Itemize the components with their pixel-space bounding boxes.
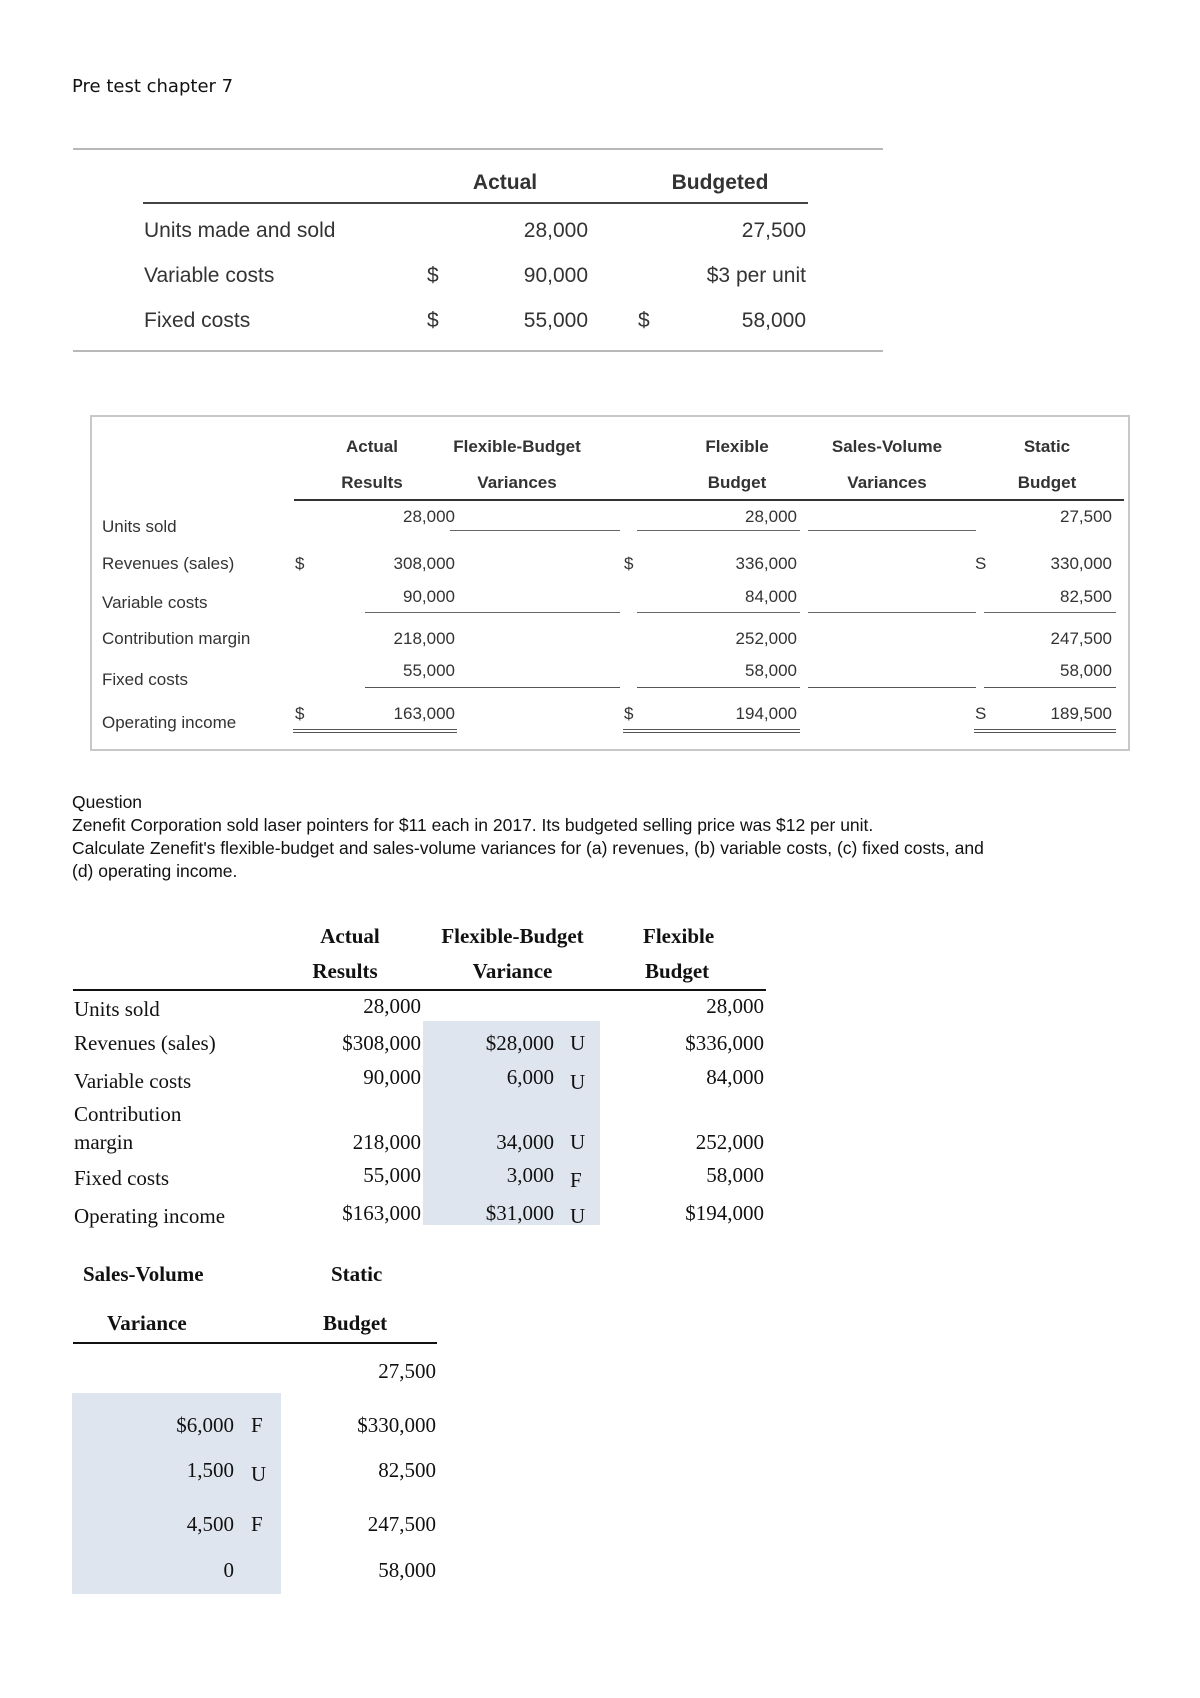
t2-currency-symbol: $	[624, 554, 634, 573]
t3-flex-value: $194,000	[685, 1201, 764, 1225]
t2-currency-symbol: $	[295, 554, 305, 573]
answer-sales-volume-table	[0, 1250, 1200, 1610]
t2-flex-value: 336,000	[735, 554, 797, 573]
t2-flex-value: 58,000	[745, 661, 797, 680]
t3-row-label: Fixed costs	[74, 1166, 170, 1190]
t3-variance-flag: F	[570, 1168, 582, 1192]
t3-header: Actual	[320, 924, 380, 948]
actual-vs-budgeted-table	[0, 0, 1200, 360]
t1-header-budgeted: Budgeted	[671, 171, 769, 194]
t3-header: Flexible-Budget	[441, 924, 584, 948]
t1-header-actual: Actual	[472, 171, 538, 194]
answer-flexible-budget-table	[0, 900, 1200, 1260]
variance-report-table	[90, 415, 1130, 751]
t3-flex-value: $336,000	[685, 1031, 764, 1055]
t3-variance-flag: U	[570, 1031, 586, 1055]
t3-header: Results	[312, 959, 378, 983]
t4-static-value: 82,500	[378, 1458, 436, 1482]
t2-flex-value: 252,000	[735, 629, 797, 648]
t1-actual-value: 90,000	[523, 264, 588, 287]
t1-actual-value: 55,000	[523, 309, 588, 332]
t2-header: Sales-Volume	[831, 437, 943, 456]
t2-static-value: 247,500	[1050, 629, 1112, 648]
t3-actual-value: $163,000	[342, 1201, 421, 1225]
t2-actual-value: 163,000	[393, 704, 455, 723]
t3-actual-value: 90,000	[363, 1065, 421, 1089]
t2-actual-value: 90,000	[403, 587, 455, 606]
t4-header: Variance	[107, 1311, 187, 1335]
t2-header: Static	[1023, 437, 1071, 456]
t3-row-label: Operating income	[74, 1204, 226, 1228]
t3-actual-value: 55,000	[363, 1163, 421, 1187]
t4-variance-flag: F	[251, 1413, 263, 1437]
t3-variance-flag: U	[570, 1204, 586, 1228]
t3-row-label: Revenues (sales)	[74, 1031, 216, 1055]
t3-flex-value: 28,000	[706, 994, 764, 1018]
t2-header: Variances	[477, 473, 557, 492]
t4-variance-value: 1,500	[186, 1458, 234, 1482]
t2-header: Flexible	[705, 437, 769, 456]
t3-variance-value: 3,000	[506, 1163, 554, 1187]
t2-static-value: 58,000	[1060, 661, 1112, 680]
t2-row-label: Fixed costs	[102, 670, 188, 689]
t2-static-value: 27,500	[1060, 507, 1112, 526]
t2-flex-value: 28,000	[745, 507, 797, 526]
t2-header: Budget	[1017, 473, 1077, 492]
t2-row-label: Units sold	[102, 517, 177, 536]
t2-currency-symbol: $	[624, 704, 634, 723]
t3-actual-value: 218,000	[352, 1130, 421, 1154]
t3-flex-value: 84,000	[706, 1065, 764, 1089]
t4-static-value: 27,500	[378, 1359, 436, 1383]
t2-row-label: Variable costs	[102, 593, 208, 612]
t4-variance-flag: U	[251, 1462, 267, 1486]
question-text-line: Zenefit Corporation sold laser pointers for $11 each in 2017. Its budgeted selling price was $12 per unit.	[72, 815, 874, 835]
t2-actual-value: 55,000	[403, 661, 455, 680]
t2-actual-value: 28,000	[403, 507, 455, 526]
t3-actual-value: 28,000	[363, 994, 421, 1018]
t2-static-value: 82,500	[1060, 587, 1112, 606]
t4-header: Static	[331, 1262, 383, 1286]
t1-actual-value: 28,000	[523, 219, 588, 242]
t3-row-label: Contribution	[74, 1102, 182, 1126]
t2-currency-symbol: $	[295, 704, 305, 723]
t2-flex-value: 194,000	[735, 704, 797, 723]
t3-variance-value: 6,000	[506, 1065, 554, 1089]
t1-budgeted-value: $3 per unit	[706, 264, 806, 287]
question-heading: Question	[72, 792, 143, 812]
t3-row-label: margin	[74, 1130, 134, 1154]
t3-header: Flexible	[643, 924, 715, 948]
t2-flex-value: 84,000	[745, 587, 797, 606]
t4-header: Budget	[323, 1311, 388, 1335]
t2-header: Results	[341, 473, 403, 492]
t2-header: Flexible-Budget	[453, 437, 581, 456]
t4-static-value: 58,000	[378, 1558, 436, 1582]
t1-budgeted-value: 27,500	[741, 219, 806, 242]
t2-row-label: Revenues (sales)	[102, 554, 235, 573]
page-title: Pre test chapter 7	[72, 76, 234, 97]
t3-row-label: Variable costs	[74, 1069, 192, 1093]
t4-static-value: 247,500	[367, 1512, 436, 1536]
t2-row-label: Operating income	[102, 713, 237, 732]
t2-row-label: Contribution margin	[102, 629, 251, 648]
t2-header: Budget	[707, 473, 767, 492]
t3-variance-flag: U	[570, 1070, 586, 1094]
t3-actual-value: $308,000	[342, 1031, 421, 1055]
t3-variance-value: $31,000	[485, 1201, 554, 1225]
t1-currency-symbol: $	[427, 264, 439, 287]
t3-flex-value: 58,000	[706, 1163, 764, 1187]
t3-variance-value: 34,000	[496, 1130, 554, 1154]
t2-static-value: 330,000	[1050, 554, 1112, 573]
t1-row-label: Fixed costs	[144, 309, 251, 332]
t1-row-label: Variable costs	[144, 264, 275, 287]
t2-header: Actual	[346, 437, 398, 456]
t1-currency-symbol: $	[638, 309, 650, 332]
t1-row-label: Units made and sold	[144, 219, 336, 242]
t3-variance-value: $28,000	[485, 1031, 554, 1055]
t3-row-label: Units sold	[74, 997, 160, 1021]
question-text-line: (d) operating income.	[72, 861, 238, 881]
t3-flex-value: 252,000	[695, 1130, 764, 1154]
t3-header: Variance	[472, 959, 553, 983]
question-text-line: Calculate Zenefit's flexible-budget and sales-volume variances for (a) revenues, (b) variable costs, (c) fixed costs, and	[72, 838, 984, 858]
t2-currency-symbol: S	[975, 704, 987, 723]
t2-actual-value: 218,000	[393, 629, 455, 648]
t2-static-value: 189,500	[1050, 704, 1112, 723]
t3-variance-flag: U	[570, 1130, 586, 1154]
t4-variance-flag: F	[251, 1512, 263, 1536]
t2-actual-value: 308,000	[393, 554, 455, 573]
t2-header: Variances	[847, 473, 927, 492]
t4-variance-value: 0	[223, 1558, 234, 1582]
t1-budgeted-value: 58,000	[741, 309, 806, 332]
t4-variance-value: $6,000	[176, 1413, 234, 1437]
t2-currency-symbol: S	[975, 554, 987, 573]
t4-static-value: $330,000	[357, 1413, 436, 1437]
t4-variance-value: 4,500	[186, 1512, 234, 1536]
t1-currency-symbol: $	[427, 309, 439, 332]
t3-header: Budget	[645, 959, 710, 983]
t4-header: Sales-Volume	[83, 1262, 204, 1286]
